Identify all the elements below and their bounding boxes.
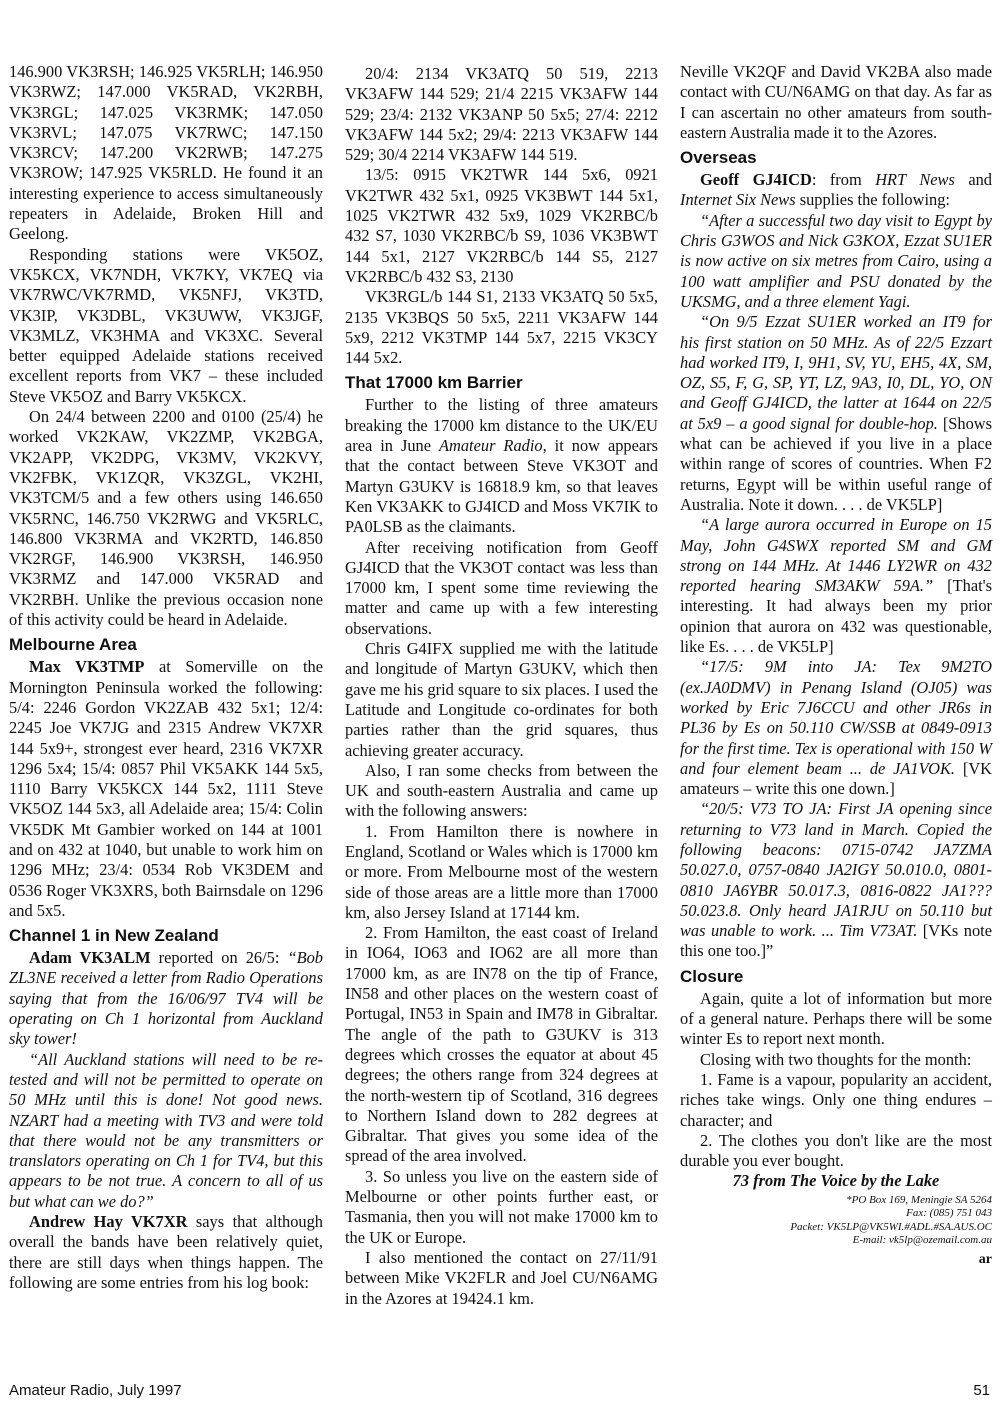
paragraph — [9, 657, 323, 921]
closing-line: 73 from The Voice by the Lake — [732, 1171, 940, 1191]
list-item: 1. From Hamilton there is nowhere in England, Scotland or Wales which is 17000 km or more. From Melbourne most of the western side of those areas are a little more than 17000 km, also Jersey Island at 17144 km. — [345, 821, 658, 922]
author-address — [680, 1194, 992, 1248]
footer-publication: Amateur Radio, July 1997 — [9, 1382, 182, 1399]
paragraph-text: Further to the listing of three amateurs breaking the 17000 km distance to the UK/EU area in June — [345, 395, 658, 456]
page-footer — [9, 1382, 990, 1404]
column-3 — [680, 62, 992, 1270]
paragraph: 20/4: 2134 VK3ATQ 50 519, 2213 VK3AFW 144 529; 21/4 2215 VK3AFW 144 529; 23/4: 2132 VK3ANP 50 5x5; 27/4: 2212 VK3AFW 144 5x2; 29/4: 2213 VK3AFW 144 529; 30/4 2214 VK3AFW 144 519. — [345, 64, 658, 165]
quote-paragraph — [680, 799, 992, 961]
section-heading-melbourne: Melbourne Area — [9, 635, 137, 655]
quote-text: “A large aurora occurred in Europe on 15 May, John G4SWX reported SM and GM strong on 144 MHz. At 1446 LY2WR on 432 reported hearing SM3AKW 59A.” — [680, 515, 992, 596]
editor-note: [VK amateurs – write this one down.] — [680, 758, 992, 799]
paragraph: Closing with two thoughts for the month: — [700, 1049, 972, 1069]
callsign-lead: Andrew Hay VK7XR — [29, 1212, 188, 1232]
paragraph-text: , it now appears that the contact between Steve VK3OT and Martyn G3UKV is 16818.9 km, so that leaves Ken VK3AKK to GJ4ICD and Moss VK7IK to PA0LSB as the claimants. — [345, 436, 659, 537]
fax-line: Fax: (085) 751 043 — [906, 1207, 992, 1220]
callsign-lead: Max VK3TMP — [29, 657, 145, 677]
source-name: Internet Six News — [680, 190, 796, 210]
end-mark: ar — [978, 1251, 992, 1267]
quote-text: “On 9/5 Ezzat SU1ER worked an IT9 for his first station on 50 MHz. As of 22/5 Ezzart had worked IT9, I, 9H1, SV, YU, EH5, 4X, SM, OZ, S5, F, G, SP, YT, LZ, 9A3, I0, DL, YO, ON and Geoff GJ4ICD, the latter at 1644 on 22/5 at 5x9 – a good signal for double-hop. — [680, 312, 992, 433]
paragraph: 146.900 VK3RSH; 146.925 VK5RLH; 146.950 VK3RWZ; 147.000 VK5RAD, VK2RBH, VK3RGL; 147.025 VK3RMK; 147.050 VK3RVL; 147.075 VK7RWC; 147.150 VK3RCV; 147.200 VK2RWB; 147.275 VK3ROW; 147.925 VK5RLD. He found it an interesting experience to access simultaneously repeaters in Adelaide, Broken Hill and Geelong. — [9, 62, 323, 244]
editor-note: [That's interesting. It had always been my prior opinion that aurora on 432 was questionable, like Es. . . . de VK5LP] — [680, 576, 992, 657]
paragraph-text: says that although overall the bands have been relatively quiet, there are still days when things happen. The following are some entries from his log book: — [9, 1212, 323, 1292]
quote-paragraph — [680, 657, 992, 799]
paragraph: Also, I ran some checks from between the UK and south-eastern Australia and came up with the following answers: — [345, 760, 658, 821]
magazine-title: Amateur Radio — [439, 436, 543, 456]
paragraph: Chris G4IFX supplied me with the latitude and longitude of Martyn G3UKV, which then gave me his grid square to six places. I used the Latitude and Longitude co-ordinates for both parties rather than the grid squares, thus achieving greater accuracy. — [345, 639, 658, 760]
paragraph-text: and — [954, 170, 992, 190]
paragraph-text: reported on 26/5: — [150, 948, 288, 968]
list-item: 3. So unless you live on the eastern side of Melbourne or other points further east, or Tasmania, then you will not make 17000 km to the UK or Europe. — [345, 1166, 658, 1247]
quote-paragraph: “After a successful two day visit to Egypt by Chris G3WOS and Nick G3KOX, Ezzat SU1ER is now active on six metres from Cairo, using a 100 watt amplifier and PSU donated by the UKSMG, and a three element Yagi. — [680, 210, 992, 311]
callsign-lead: Adam VK3ALM — [29, 948, 151, 968]
paragraph: 13/5: 0915 VK2TWR 144 5x6, 0921 VK2TWR 432 5x1, 0925 VK3BWT 144 5x1, 1025 VK2TWR 432 5x9, 1029 VK2RBC/b 432 S7, 1030 VK2RBC/b S9, 1036 VK3BWT 144 5x1, 2127 VK2RBC/b 144 S5, 2127 VK2RBC/b 432 S3, 2130 — [345, 165, 658, 286]
paragraph — [9, 1212, 323, 1293]
section-heading-overseas: Overseas — [680, 148, 757, 168]
paragraph: I also mentioned the contact on 27/11/91 between Mike VK2FLR and Joel CU/N6AMG in the Azores at 19424.1 km. — [345, 1247, 658, 1308]
list-item: 2. The clothes you don't like are the most durable you ever bought. — [680, 1130, 992, 1171]
editor-note: [Shows what can be achieved if you live in a place within range of scores of countries. When F2 returns, Egypt will be within useful range of Australia. Note it down. . . . de VK5LP] — [680, 413, 992, 514]
paragraph-text: supplies the following: — [795, 190, 950, 210]
packet-line: Packet: VK5LP@VK5WI.#ADL.#SA.AUS.OC — [790, 1220, 992, 1233]
paragraph-text: : from — [811, 170, 876, 190]
paragraph: Again, quite a lot of information but more of a general nature. Perhaps there will be some winter Es to report next month. — [680, 988, 992, 1049]
quote-paragraph: “All Auckland stations will need to be re-tested and will not be permitted to operate on 50 MHz until this is done! Not good news. NZART had a meeting with TV3 and were told that there would not be any transmitters or translators operating on Ch 1 for TV4, but this appears to be not true. A concern to all of us but what can we do?” — [9, 1049, 323, 1211]
editor-note: [VKs note this one too.]” — [680, 921, 992, 961]
callsign-lead: Geoff GJ4ICD — [700, 170, 812, 190]
quote-text: “20/5: V73 TO JA: First JA opening since returning to V73 land in March. Copied the following beacons: 0715-0742 JA7ZMA 50.027.0, 0757-0840 JA2IGY 50.010.0, 0801-0810 JA6YBR 50.017.3, 0816-0822 JA1??? 50.023.8. Only heard JA1RJU on 50.110 but was unable to work. ... Tim V73AT. — [680, 799, 992, 941]
column-2 — [345, 64, 658, 1309]
paragraph — [9, 948, 323, 1049]
paragraph: Neville VK2QF and David VK2BA also made contact with CU/N6AMG on that day. As far as I can ascertain no other amateurs from south-eastern Australia made it to the Azores. — [680, 62, 992, 142]
quote-text: “17/5: 9M into JA: Tex 9M2TO (ex.JA0DMV) in Penang Island (OJ05) was worked by Eric 7J6CCU and other JR6s in PL36 by Es on 50.110 CW/SSB at 0849-0913 for the first time. Tex is operational with 150 W and four element beam ... de JA1VOK. — [680, 657, 992, 778]
address-line: *PO Box 169, Meningie SA 5264 — [846, 1193, 992, 1206]
section-heading-channel-1: Channel 1 in New Zealand — [9, 926, 219, 946]
paragraph — [345, 395, 658, 537]
quote-text: “Bob ZL3NE received a letter from Radio Operations saying that from the 16/06/97 TV4 will be operating on Ch 1 horizontal from Auckland sky tower! — [9, 948, 323, 1049]
section-heading-closure: Closure — [680, 966, 744, 986]
page-number: 51 — [973, 1382, 990, 1399]
paragraph: VK3RGL/b 144 S1, 2133 VK3ATQ 50 5x5, 2135 VK3BQS 50 5x5, 2211 VK3AFW 144 5x9, 2212 VK3TMP 144 5x7, 2215 VK3CY 144 5x2. — [345, 287, 658, 368]
quote-paragraph — [680, 312, 992, 515]
email-line: E-mail: vk5lp@ozemail.com.au — [852, 1234, 992, 1247]
paragraph: Responding stations were VK5OZ, VK5KCX, VK7NDH, VK7KY, VK7EQ via VK7RWC/VK7RMD, VK5NFJ, VK3TD, VK3IP, VK3DBL, VK3UWW, VK3JGF, VK3MLZ, VK3HMA and VK3XC. Several better equipped Adelaide stations received excellent reports from VK7 – these included Steve VK5OZ and Barry VK5KCX. — [9, 244, 323, 406]
paragraph — [680, 170, 992, 211]
list-item: 1. Fame is a vapour, popularity an accident, riches take wings. Only one thing endures – character; and — [680, 1069, 992, 1130]
paragraph: On 24/4 between 2200 and 0100 (25/4) he worked VK2KAW, VK2ZMP, VK2BGA, VK2APP, VK2DPG, VK3MV, VK2KVY, VK2FBK, VK1ZQR, VK3ZGL, VK2HI, VK3TCM/5 and a few others using 146.650 VK5RNC, 146.750 VK2RWG and VK5RLC, 146.800 VK3RMA and VK2RTD, 146.850 VK2RGF, 146.900 VK3RSH, 146.950 VK3RMZ and 147.000 VK5RAD and VK2RBH. Unlike the previous occasion none of this activity could be heard in Adelaide. — [9, 407, 323, 630]
paragraph: After receiving notification from Geoff GJ4ICD that the VK3OT contact was less than 17000 km, I spent some time reviewing the matter and came up with a few interesting observations. — [345, 537, 658, 638]
quote-paragraph — [680, 515, 992, 657]
list-item: 2. From Hamilton, the east coast of Ireland in IO64, IO63 and IO62 are all more than 17000 km, as are IN78 on the tip of France, IN58 and other places on the western coast of Portugal, IN53 in Spain and IM78 in Gibraltar. The angle of the path to G3UKV is 313 degrees which crosses the equator at about 45 degrees; the others range from 324 degrees at the north-western tip of Scotland, 316 degrees to Northern Island down to 282 degrees at Gibraltar. That gives you some idea of the spread of the area involved. — [345, 923, 658, 1166]
section-heading-barrier: That 17000 km Barrier — [345, 373, 523, 393]
paragraph-text: at Somerville on the Mornington Peninsula worked the following: 5/4: 2246 Gordon VK2ZAB 432 5x1; 12/4: 2245 Joe VK7JG and 2315 Andrew VK7XR 144 5x9+, strongest ever heard, 2316 VK7XR 1296 5x4; 15/4: 0857 Phil VK5AKK 144 5x5, 1110 Barry VK5KCX 144 5x2, 1111 Steve VK5OZ 144 5x3, all Adelaide area; 15/4: Colin VK5DK Mt Gambier worked on 144 at 1001 and on 432 at 1040, but unable to work him on 1296 MHz; 23/4: 0534 Rob VK3DEM and 0536 Roger VK3XRS, both Bairnsdale on 1296 and 5x5. — [9, 657, 323, 920]
source-name: HRT News — [875, 170, 955, 190]
column-1 — [9, 62, 323, 1293]
